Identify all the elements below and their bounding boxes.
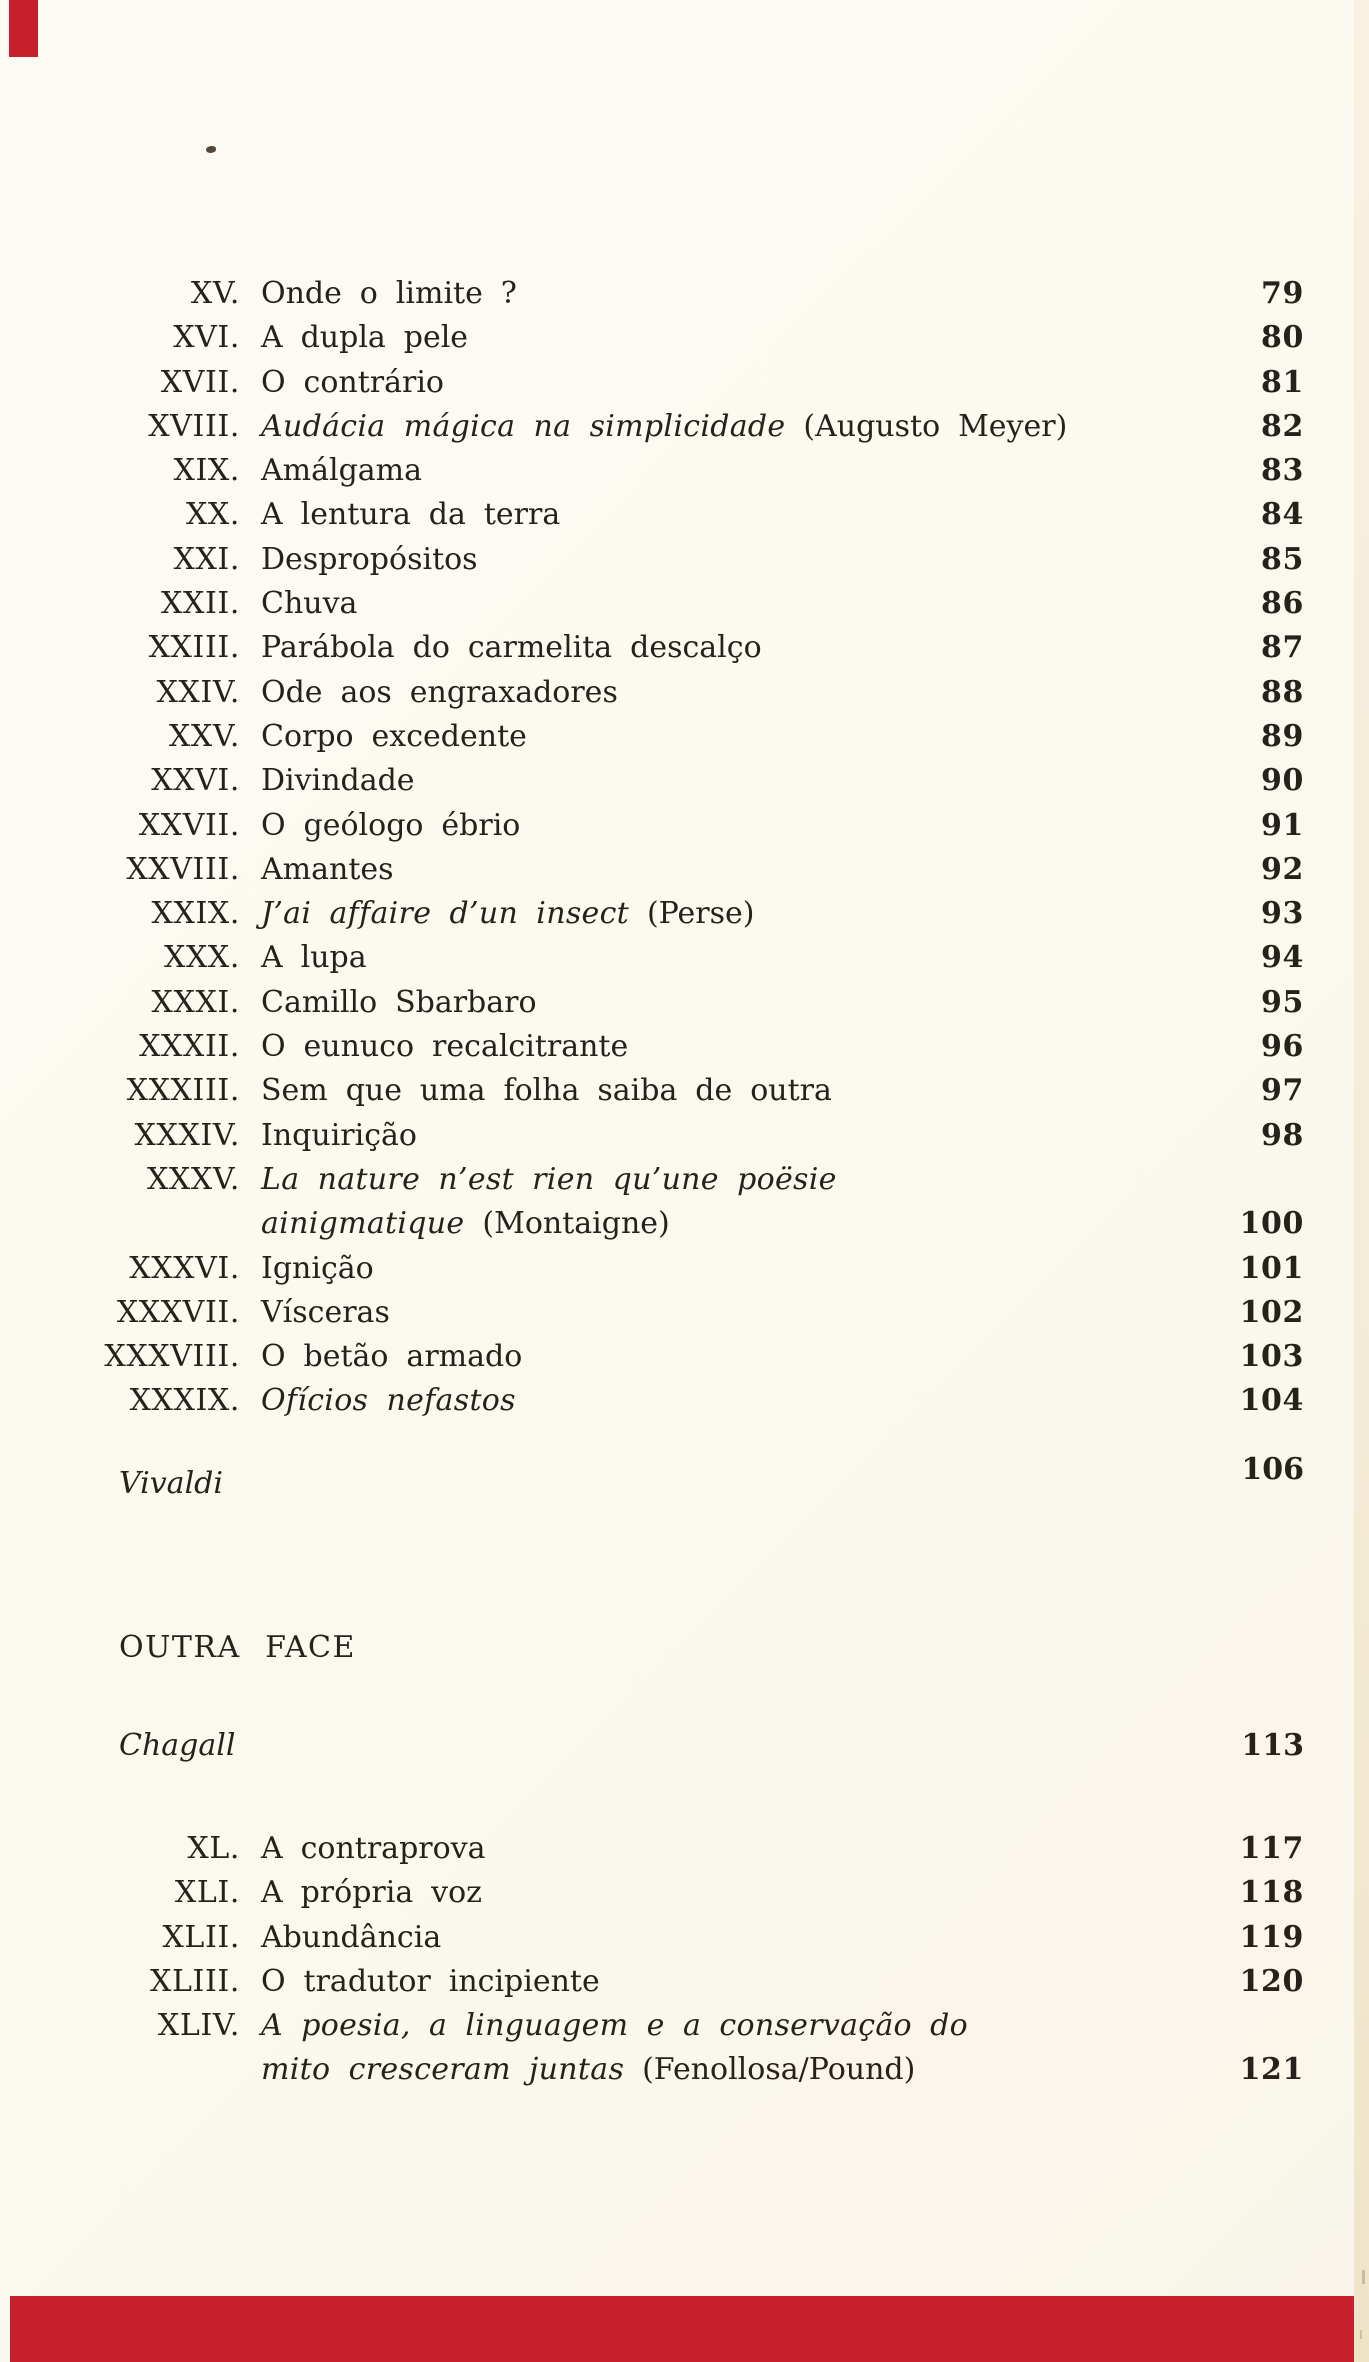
toc-entry-numeral: XX. bbox=[185, 497, 240, 533]
toc-entry-page: 98 bbox=[1261, 1117, 1304, 1153]
toc-entry-page: 91 bbox=[1261, 807, 1304, 843]
toc-entry-title: A própria voz bbox=[261, 1875, 482, 1911]
toc-entry-title: A dupla pele bbox=[261, 320, 469, 356]
toc-entry bbox=[62, 1335, 1304, 1379]
toc-entry bbox=[62, 316, 1304, 360]
toc-entry-page: 92 bbox=[1261, 851, 1304, 887]
toc-entry-page: 106 bbox=[1241, 1452, 1304, 1487]
toc-entry-title: Divindade bbox=[261, 763, 415, 799]
toc-entry-numeral: XXVI. bbox=[151, 763, 240, 799]
toc-entry-numeral: XLII. bbox=[162, 1919, 240, 1955]
toc-entry bbox=[62, 449, 1304, 493]
toc-entry-page: 102 bbox=[1239, 1294, 1304, 1330]
toc-entry-title: Chagall bbox=[119, 1728, 236, 1763]
toc-entry-numeral: XXV. bbox=[168, 718, 240, 754]
toc-entry bbox=[62, 1827, 1304, 1871]
toc-entry bbox=[62, 582, 1304, 626]
toc-entry-title: Vísceras bbox=[261, 1294, 390, 1330]
toc-entry bbox=[62, 1916, 1304, 1960]
toc-entry-numeral: XL. bbox=[187, 1831, 240, 1866]
toc-entry bbox=[62, 715, 1304, 759]
toc-entry-page: 121 bbox=[1239, 2052, 1304, 2088]
toc-entry-page: 97 bbox=[1261, 1073, 1304, 1109]
toc-entry-vivaldi bbox=[62, 1452, 1304, 1506]
toc-entry bbox=[62, 892, 1304, 936]
section-heading: OUTRA FACE bbox=[119, 1630, 356, 1665]
toc-entry-title: O betão armado bbox=[261, 1339, 523, 1375]
toc-entry-numeral: XXXV. bbox=[146, 1161, 240, 1197]
toc-entry-title: Onde o limite ? bbox=[261, 276, 517, 311]
toc-entry-numeral: XLIII. bbox=[150, 1963, 240, 1999]
toc-entry-page: 84 bbox=[1261, 497, 1304, 533]
toc-entry-page: 82 bbox=[1261, 408, 1304, 444]
toc-entry-numeral: XV. bbox=[190, 276, 240, 311]
toc-entry-page: 79 bbox=[1261, 276, 1304, 311]
toc-entry bbox=[62, 1291, 1304, 1335]
toc-entry-title: A poesia, a linguagem e a conservação do bbox=[261, 2008, 969, 2044]
toc-entry-page: 100 bbox=[1239, 1206, 1304, 1242]
toc-entry-page: 118 bbox=[1239, 1875, 1304, 1911]
toc-entry bbox=[62, 2048, 1304, 2092]
toc-entry bbox=[62, 1114, 1304, 1158]
toc-entry-numeral: XXVIII. bbox=[126, 851, 240, 887]
toc-entry bbox=[62, 272, 1304, 316]
toc-entry-page: 94 bbox=[1261, 940, 1304, 976]
toc-entry bbox=[62, 493, 1304, 537]
toc-entry-title: Parábola do carmelita descalço bbox=[261, 630, 762, 666]
toc-entry-title: mito cresceram juntas (Fenollosa/Pound) bbox=[261, 2052, 916, 2088]
toc-entry-title: Amantes bbox=[261, 851, 394, 887]
toc-entry-page: 93 bbox=[1261, 896, 1304, 932]
toc-entry-title: ainigmatique (Montaigne) bbox=[261, 1206, 670, 1242]
toc-entry-title: Ignição bbox=[261, 1250, 374, 1286]
toc-entry-numeral: XXI. bbox=[173, 541, 240, 577]
toc-entry-numeral: XIX. bbox=[173, 453, 240, 489]
toc-entry bbox=[62, 626, 1304, 670]
page-edge-shadow bbox=[1354, 0, 1369, 2362]
toc-entry-title: O contrário bbox=[261, 364, 444, 400]
toc-entry-title: Sem que uma folha saiba de outra bbox=[261, 1073, 832, 1109]
toc-entry-title: Vivaldi bbox=[119, 1466, 223, 1501]
toc-entry-page: 80 bbox=[1261, 320, 1304, 356]
toc-entry bbox=[62, 1960, 1304, 2004]
scan-red-mark-bottom bbox=[10, 2296, 1369, 2362]
toc-entry bbox=[62, 1069, 1304, 1113]
paper-speck bbox=[1360, 2330, 1362, 2339]
toc-entry bbox=[62, 759, 1304, 803]
toc-entry bbox=[62, 2004, 1304, 2048]
toc-entry-page: 89 bbox=[1261, 718, 1304, 754]
paper-speck bbox=[1362, 2270, 1365, 2284]
toc-entry-title: A lupa bbox=[261, 940, 367, 976]
toc-entry-page: 83 bbox=[1261, 453, 1304, 489]
toc-entry-title: O geólogo ébrio bbox=[261, 807, 521, 843]
toc-entry bbox=[62, 1158, 1304, 1202]
toc-entry-numeral: XXXVII. bbox=[116, 1294, 240, 1330]
toc-entry bbox=[62, 671, 1304, 715]
toc-entry bbox=[62, 1025, 1304, 1069]
toc-entry bbox=[62, 361, 1304, 405]
scan-red-mark-top-left bbox=[9, 0, 38, 57]
toc-entry-numeral: XVI. bbox=[173, 320, 240, 356]
toc-entry-page: 81 bbox=[1261, 364, 1304, 400]
toc-list-part2 bbox=[62, 1827, 1304, 2093]
toc-entry bbox=[62, 405, 1304, 449]
toc-entry-numeral: XXII. bbox=[161, 586, 240, 622]
toc-entry-title: Inquirição bbox=[261, 1117, 417, 1153]
toc-entry-title: J’ai affaire d’un insect (Perse) bbox=[261, 896, 755, 932]
toc-entry-title: Ode aos engraxadores bbox=[261, 674, 618, 710]
toc-entry-numeral: XXXIX. bbox=[129, 1383, 240, 1419]
toc-entry-chagall bbox=[62, 1724, 1304, 1768]
toc-entry bbox=[62, 981, 1304, 1025]
toc-entry-page: 90 bbox=[1261, 763, 1304, 799]
toc-entry bbox=[62, 538, 1304, 582]
toc-entry bbox=[62, 804, 1304, 848]
toc-entry-page: 104 bbox=[1239, 1383, 1304, 1419]
toc-entry-numeral: XXVII. bbox=[138, 807, 240, 843]
toc-entry-title: O tradutor incipiente bbox=[261, 1963, 600, 1999]
toc-entry bbox=[62, 1379, 1304, 1423]
toc-entry-title: Corpo excedente bbox=[261, 718, 527, 754]
toc-entry-numeral: XXIV. bbox=[156, 674, 240, 710]
toc-entry-page: 120 bbox=[1239, 1963, 1304, 1999]
toc-entry-title: Abundância bbox=[261, 1919, 442, 1955]
toc-entry-numeral: XXXII. bbox=[139, 1029, 240, 1065]
toc-entry-title: Despropósitos bbox=[261, 541, 478, 577]
toc-entry-page: 103 bbox=[1239, 1339, 1304, 1375]
toc-entry-page: 86 bbox=[1261, 586, 1304, 622]
toc-entry-title: Audácia mágica na simplicidade (Augusto Meyer) bbox=[261, 408, 1068, 444]
toc-entry-title: O eunuco recalcitrante bbox=[261, 1029, 629, 1065]
section-heading-row bbox=[62, 1630, 1304, 1665]
toc-entry-numeral: XXXVIII. bbox=[104, 1339, 240, 1375]
toc-entry-page: 87 bbox=[1261, 630, 1304, 666]
toc-entry-page: 96 bbox=[1261, 1029, 1304, 1065]
toc-entry-page: 117 bbox=[1239, 1831, 1304, 1866]
toc-entry-page: 95 bbox=[1261, 984, 1304, 1020]
toc-entry-numeral: XVIII. bbox=[148, 408, 240, 444]
toc-entry-title: Amálgama bbox=[261, 453, 423, 489]
toc-entry-page: 119 bbox=[1239, 1919, 1304, 1955]
toc-entry-numeral: XXXVI. bbox=[129, 1250, 240, 1286]
toc-entry-page: 101 bbox=[1239, 1250, 1304, 1286]
toc-entry bbox=[62, 936, 1304, 980]
toc-entry-numeral: XXIX. bbox=[151, 896, 240, 932]
toc-entry-numeral: XXXIII. bbox=[126, 1073, 240, 1109]
toc-entry-numeral: XXXI. bbox=[151, 984, 240, 1020]
toc-entry-numeral: XXIII. bbox=[148, 630, 240, 666]
toc-entry-numeral: XXXIV. bbox=[134, 1117, 240, 1153]
toc-entry-title: La nature n’est rien qu’une poësie bbox=[261, 1161, 837, 1197]
toc-entry-numeral: XVII. bbox=[160, 364, 240, 400]
paper-speck bbox=[206, 146, 216, 153]
toc-entry bbox=[62, 1247, 1304, 1291]
toc-entry-title: Camillo Sbarbaro bbox=[261, 984, 537, 1020]
toc-entry bbox=[62, 1871, 1304, 1915]
toc-entry-page: 88 bbox=[1261, 674, 1304, 710]
toc-entry-numeral: XXX. bbox=[163, 940, 240, 976]
toc-entry-title: Ofícios nefastos bbox=[261, 1383, 516, 1419]
toc-entry-numeral: XLIV. bbox=[157, 2008, 240, 2044]
toc-entry bbox=[62, 848, 1304, 892]
toc-entry-title: A lentura da terra bbox=[261, 497, 561, 533]
toc-entry-numeral: XLI. bbox=[174, 1875, 240, 1911]
toc-entry bbox=[62, 1202, 1304, 1246]
toc-entry-page: 113 bbox=[1241, 1728, 1304, 1763]
toc-entry-title: A contraprova bbox=[261, 1831, 486, 1866]
toc-list-part1 bbox=[62, 272, 1304, 1424]
toc-entry-page: 85 bbox=[1261, 541, 1304, 577]
toc-entry-title: Chuva bbox=[261, 586, 358, 622]
